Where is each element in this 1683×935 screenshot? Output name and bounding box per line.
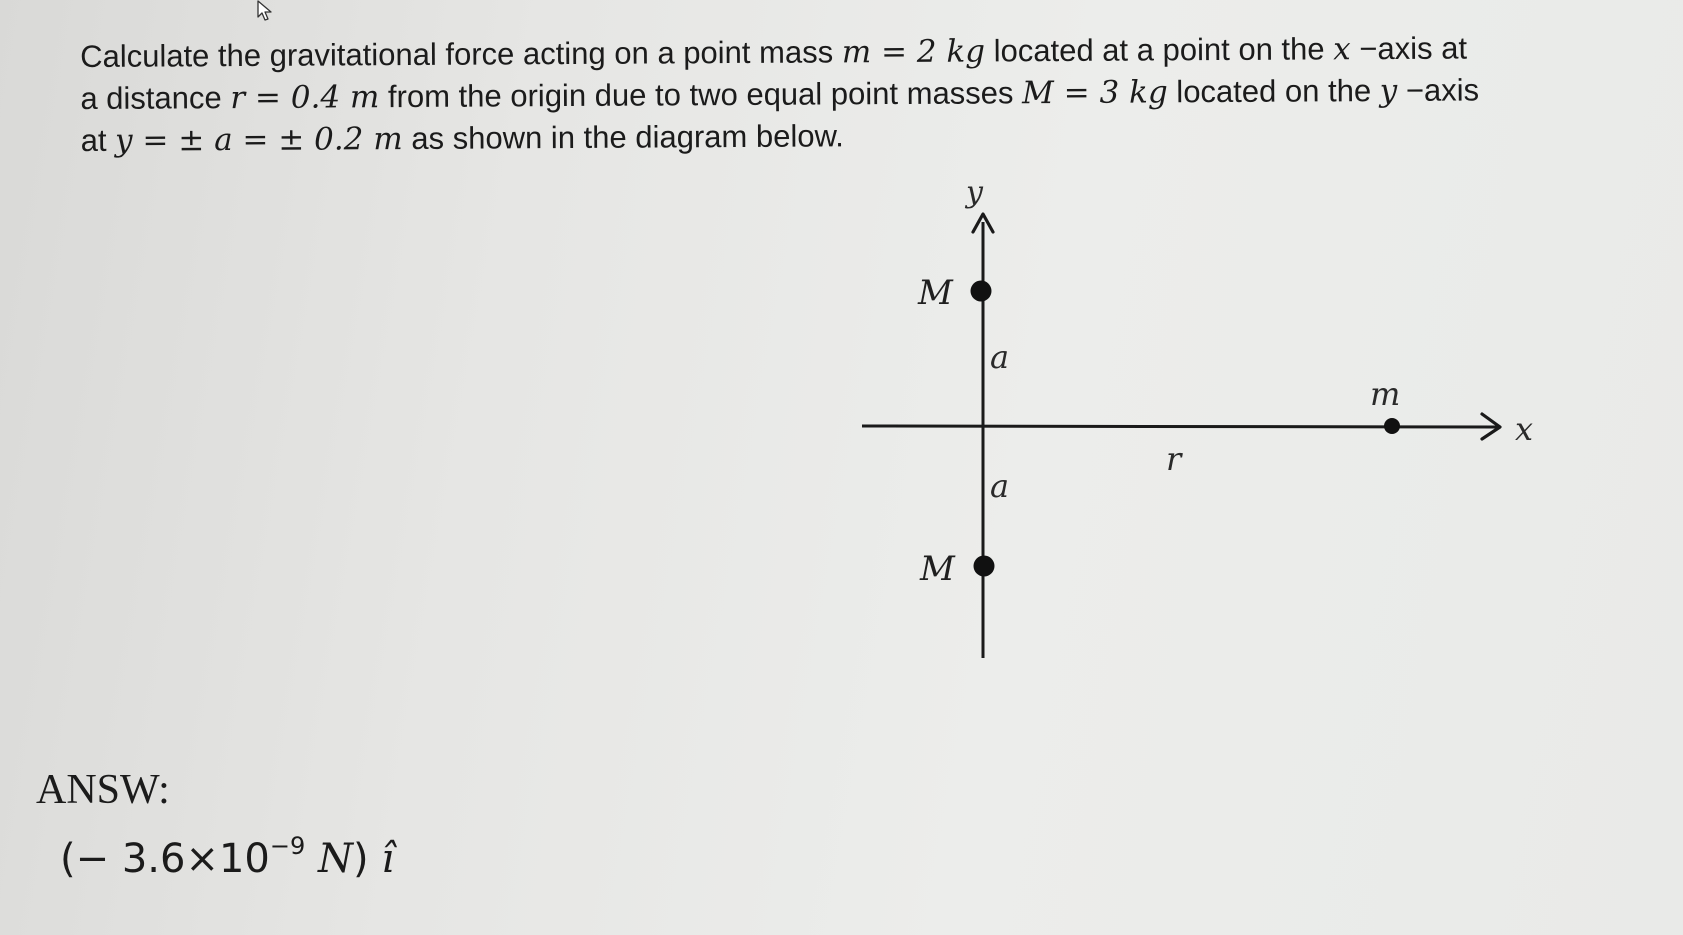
x-axis-label: x — [1515, 410, 1534, 448]
mass-bottom-label: M — [920, 549, 955, 589]
question-text-segment: located on the — [1167, 73, 1380, 110]
math-expression: y = ± a = ± 0.2 m — [114, 121, 403, 159]
question-text-segment: located at a point on the — [984, 31, 1334, 69]
answer-unit: N — [317, 836, 353, 882]
point-mass-dot — [1384, 418, 1400, 434]
answer-exponent: −9 — [269, 832, 306, 860]
math-expression: r = 0.4 m — [230, 79, 380, 117]
math-expression: M = 3 kg — [1022, 74, 1168, 112]
distance-r-label: r — [1166, 440, 1182, 478]
math-expression: y — [1379, 72, 1398, 110]
question-text-segment: −axis — [1397, 72, 1480, 108]
question-text-segment: −axis at — [1350, 30, 1468, 67]
answer-unit-vector: î — [381, 836, 395, 882]
question-text-segment: at — [80, 122, 116, 158]
question-text-segment: a distance — [80, 80, 231, 116]
math-expression: x — [1333, 31, 1351, 68]
distance-a-bottom-label: a — [990, 467, 1010, 505]
math-expression: m = 2 kg — [841, 33, 986, 71]
mass-bottom-dot — [974, 556, 995, 577]
y-axis-label: y — [966, 175, 983, 210]
question-text-segment: Calculate the gravitational force acting on a point mass — [80, 34, 842, 74]
distance-a-top-label: a — [990, 338, 1010, 376]
answer-close-paren: ) — [352, 836, 369, 882]
answer-coefficient: (− 3.6×10 — [60, 836, 270, 882]
answer-value — [60, 834, 394, 889]
mass-top-dot — [971, 281, 992, 302]
question-text-segment: from the origin due to two equal point masses — [379, 75, 1023, 115]
answer-label: ANSW: — [36, 767, 170, 813]
question-text-segment: as shown in the diagram below. — [402, 118, 844, 157]
mass-top-label: M — [918, 273, 953, 313]
x-axis-line — [862, 426, 1498, 427]
point-mass-label: m — [1370, 375, 1401, 413]
